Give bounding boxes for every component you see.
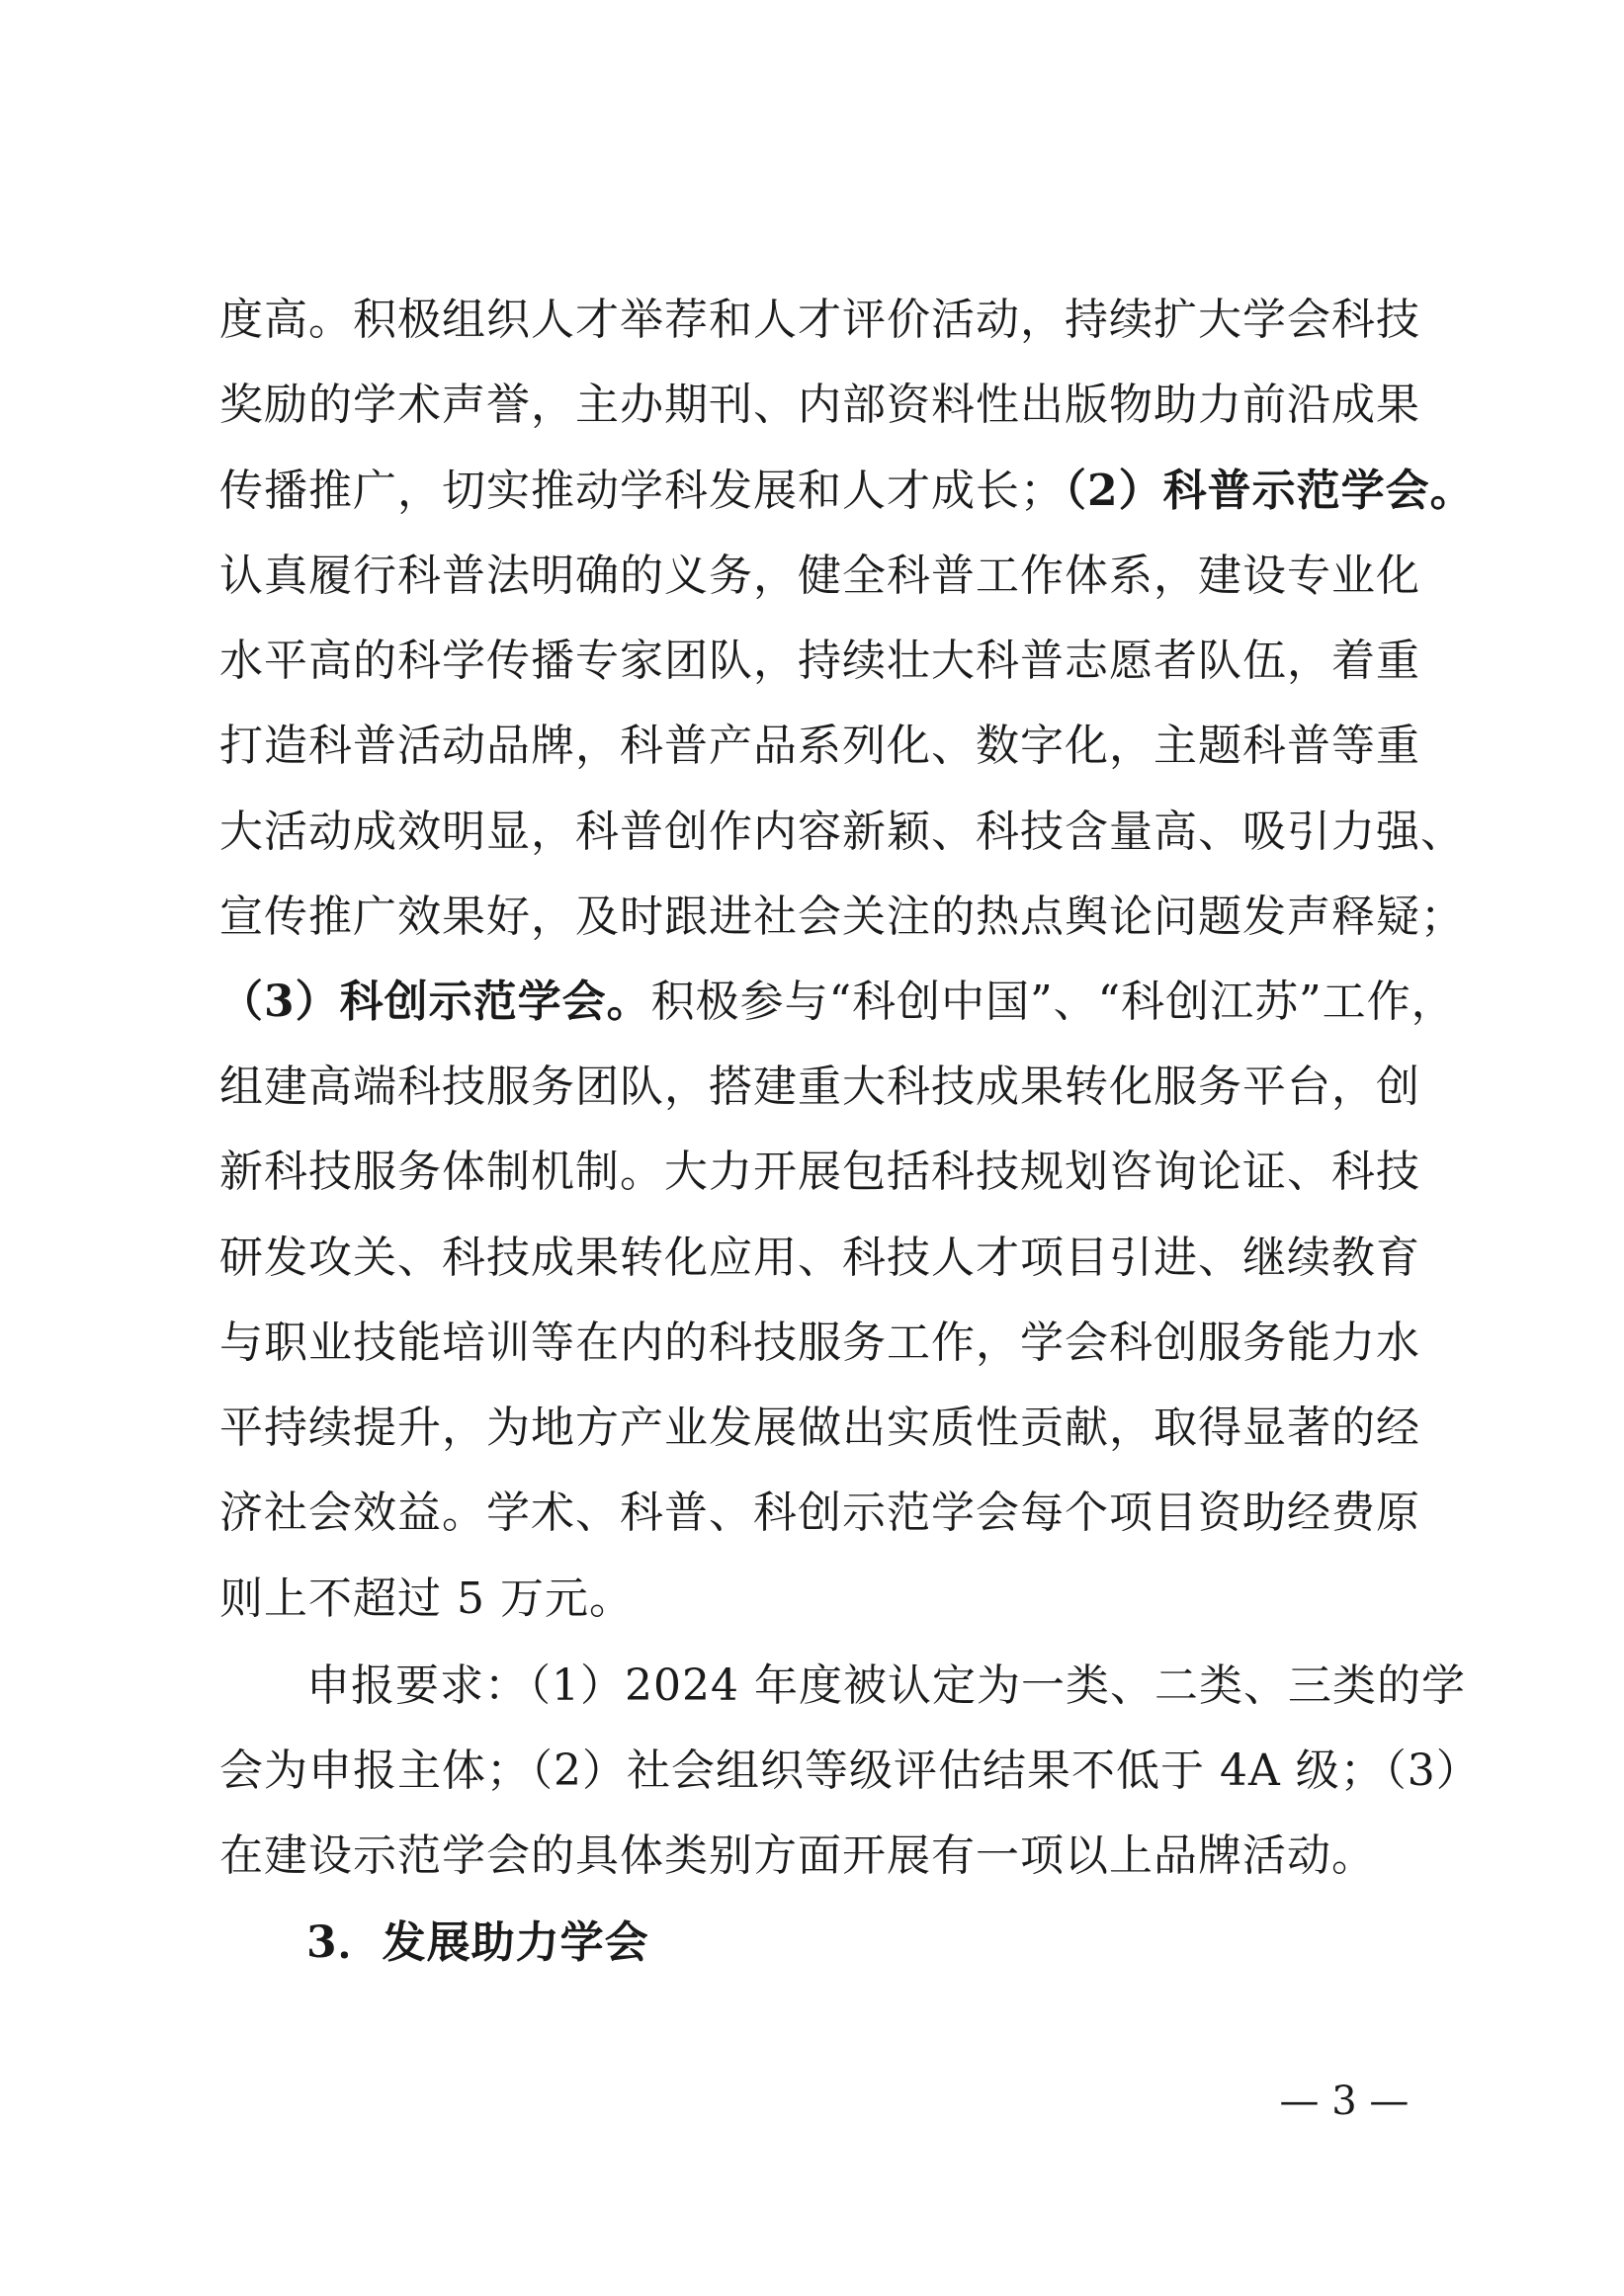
- body-line-11: 新科技服务体制机制。大力开展包括科技规划咨询论证、科技: [219, 1147, 1420, 1197]
- body-line-8: 宣传推广效果好，及时跟进社会关注的热点舆论问题发声释疑；: [219, 892, 1465, 942]
- section-heading: 3．发展助力学会: [306, 1917, 649, 1968]
- heading-innovation-society: （3）科创示范学会。: [219, 977, 651, 1027]
- requirements-line-2: 会为申报主体；（2）社会组织等级评估结果不低于 4A 级；（3）: [219, 1745, 1481, 1796]
- body-line-4: 认真履行科普法明确的义务，健全科普工作体系，建设专业化: [219, 551, 1420, 601]
- body-line-1: 度高。积极组织人才举荐和人才评价活动，持续扩大学会科技: [219, 295, 1420, 345]
- body-line-3: [219, 462, 1475, 521]
- body-line-13: 与职业技能培训等在内的科技服务工作，学会科创服务能力水: [219, 1318, 1420, 1368]
- body-text: 积极参与“科创中国”、“科创江苏”工作，: [650, 977, 1456, 1027]
- body-line-2: 奖励的学术声誉，主办期刊、内部资料性出版物助力前沿成果: [219, 380, 1420, 430]
- heading-popular-science-society: （2）科普示范学会。: [1065, 466, 1475, 516]
- body-text: 传播推广，切实推动学科发展和人才成长；: [219, 466, 1065, 516]
- body-line-9: [219, 973, 1456, 1032]
- requirements-line-3: 在建设示范学会的具体类别方面开展有一项以上品牌活动。: [219, 1830, 1376, 1881]
- body-line-14: 平持续提升，为地方产业发展做出实质性贡献，取得显著的经: [219, 1403, 1420, 1453]
- body-line-12: 研发攻关、科技成果转化应用、科技人才项目引进、继续教育: [219, 1233, 1420, 1283]
- body-line-15: 济社会效益。学术、科普、科创示范学会每个项目资助经费原: [219, 1488, 1420, 1538]
- requirements-line-1: 申报要求：（1）2024 年度被认定为一类、二类、三类的学: [306, 1660, 1466, 1711]
- body-line-6: 打造科普活动品牌，科普产品系列化、数字化，主题科普等重: [219, 721, 1420, 771]
- page-number: — 3 —: [1279, 2079, 1410, 2124]
- body-line-7: 大活动成效明显，科普创作内容新颖、科技含量高、吸引力强、: [219, 807, 1465, 857]
- body-line-16: 则上不超过 5 万元。: [219, 1573, 634, 1624]
- body-line-5: 水平高的科学传播专家团队，持续壮大科普志愿者队伍，着重: [219, 636, 1420, 686]
- body-line-10: 组建高端科技服务团队，搭建重大科技成果转化服务平台，创: [219, 1062, 1420, 1112]
